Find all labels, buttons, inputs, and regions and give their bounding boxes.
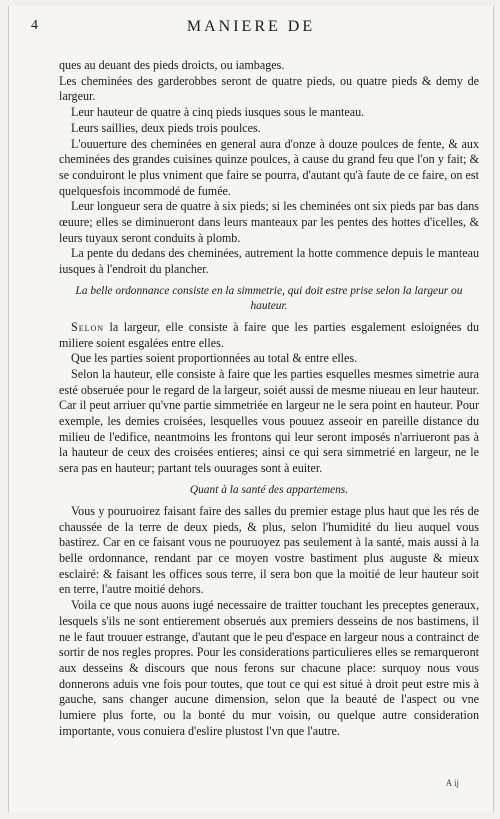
body-text [59,58,479,739]
paragraph-text: la largeur, elle consiste à faire que les parties esgalement esloignées du miliere soient esgalées entre elles. [59,319,479,350]
paragraph [59,320,479,351]
section-heading: La belle ordonnance consiste en la simmetrie, qui doit estre prise selon la largeur ou hauteur. [75,284,463,312]
paragraph: Leurs saillies, deux pieds trois poulces. [71,120,261,135]
paragraph: La pente du dedans des cheminées, autrement la hotte commence depuis le manteau iusques à l'endroit du plancher. [59,246,479,277]
running-title: MANIERE DE [186,18,316,35]
initial-word: Selon [71,319,105,334]
signature-mark: A ij [445,778,459,788]
section-heading: Quant à la santé des appartemens. [189,483,349,496]
paragraph: Vous y pouruoirez faisant faire des salles du premier estage plus haut que les rés de chaussée de la terre de deux pieds, & plus, selon l'humidité du lieu auquel vous bastirez. Car en ce faisant vous ne pouruoyez pas seulement à la santé, mais aussi à la belle ordonnance, rendant par ce moyen vostre bastiment plus auguste & mieux esclairé: & faisant les offices sous terre, il sera bon que la moitié de leur hauteur soit en terre, l'autre moitié dehors. [59,503,479,597]
paragraph: Leur longueur sera de quatre à six pieds; si les cheminées ont six pieds par bas dans œuure; elles se diminueront dans leurs manteaux par les pentes des hottes d'icelles, & leurs tuyaux seront conduits à plomb. [59,199,479,245]
paragraph: Les cheminées des garderobbes seront de quatre pieds, ou quatre pieds & demy de largeur. [59,73,479,104]
paragraph: Que les parties soient proportionnées au total & entre elles. [71,351,358,366]
book-page [8,6,494,812]
paragraph: ques au deuant des pieds droicts, ou iambages. [59,58,285,72]
paragraph: Selon la hauteur, elle consiste à faire que les parties esquelles mesmes simetrie aura esté obseruée pour le regard de la largeur, soiét aussi de mesme niueau en leur hauteur. Car il peut arriuer qu'vne partie simmetriée en largeur ne le sera point en hauteur. Pour exemple, les demies croisées, lesquelles vous pouuez asseoir en pareille distance du milieu de l'edifice, neantmoins les frontons qui leur seront imposés n'arriueront pas à la hauteur de ceux des croisées entieres; ainsi ce qui sera simmetrié en largeur, ne le sera pas en hauteur; partant tels ouurages sont à euiter. [59,366,479,476]
paragraph: L'ouuerture des cheminées en general aura d'onze à douze poulces de fente, & aux cheminées des grandes cuisines quinze poulces, à cause du grand feu que l'on y fait; & se conduiront le plus vniment que faire se pourra, d'autant qu'à faute de ce faire, on est quelquesfois incommodé de fumée. [59,136,479,198]
page-number: 4 [31,18,38,33]
paragraph: Leur hauteur de quatre à cinq pieds iusques sous le manteau. [71,105,365,120]
paragraph: Voila ce que nous auons iugé necessaire de traitter touchant les preceptes generaux, lesquels s'ils ne sont entierement obserués aux premiers desseins de nos bastimens, il ne le faut trouuer estrange, d'autant que le peu d'espace en largeur nous a contrainct de sortir de nos regles propres. Pour les considerations particulieres elles se remarqueront aux desseins & discours que nous ferons sur chacune place: surquoy nous vous donnerons aduis vne fois pour toutes, que tout ce qui est situé à droit peut estre mis à gauche, sans changer aucune dimension, selon que la beauté de l'aspect ou vne lumiere plus forte, ou la bonté du mur voisin, ou quelque autre consideration importante, vous conuiera d'eslire plustost l'vn que l'autre. [59,598,479,738]
